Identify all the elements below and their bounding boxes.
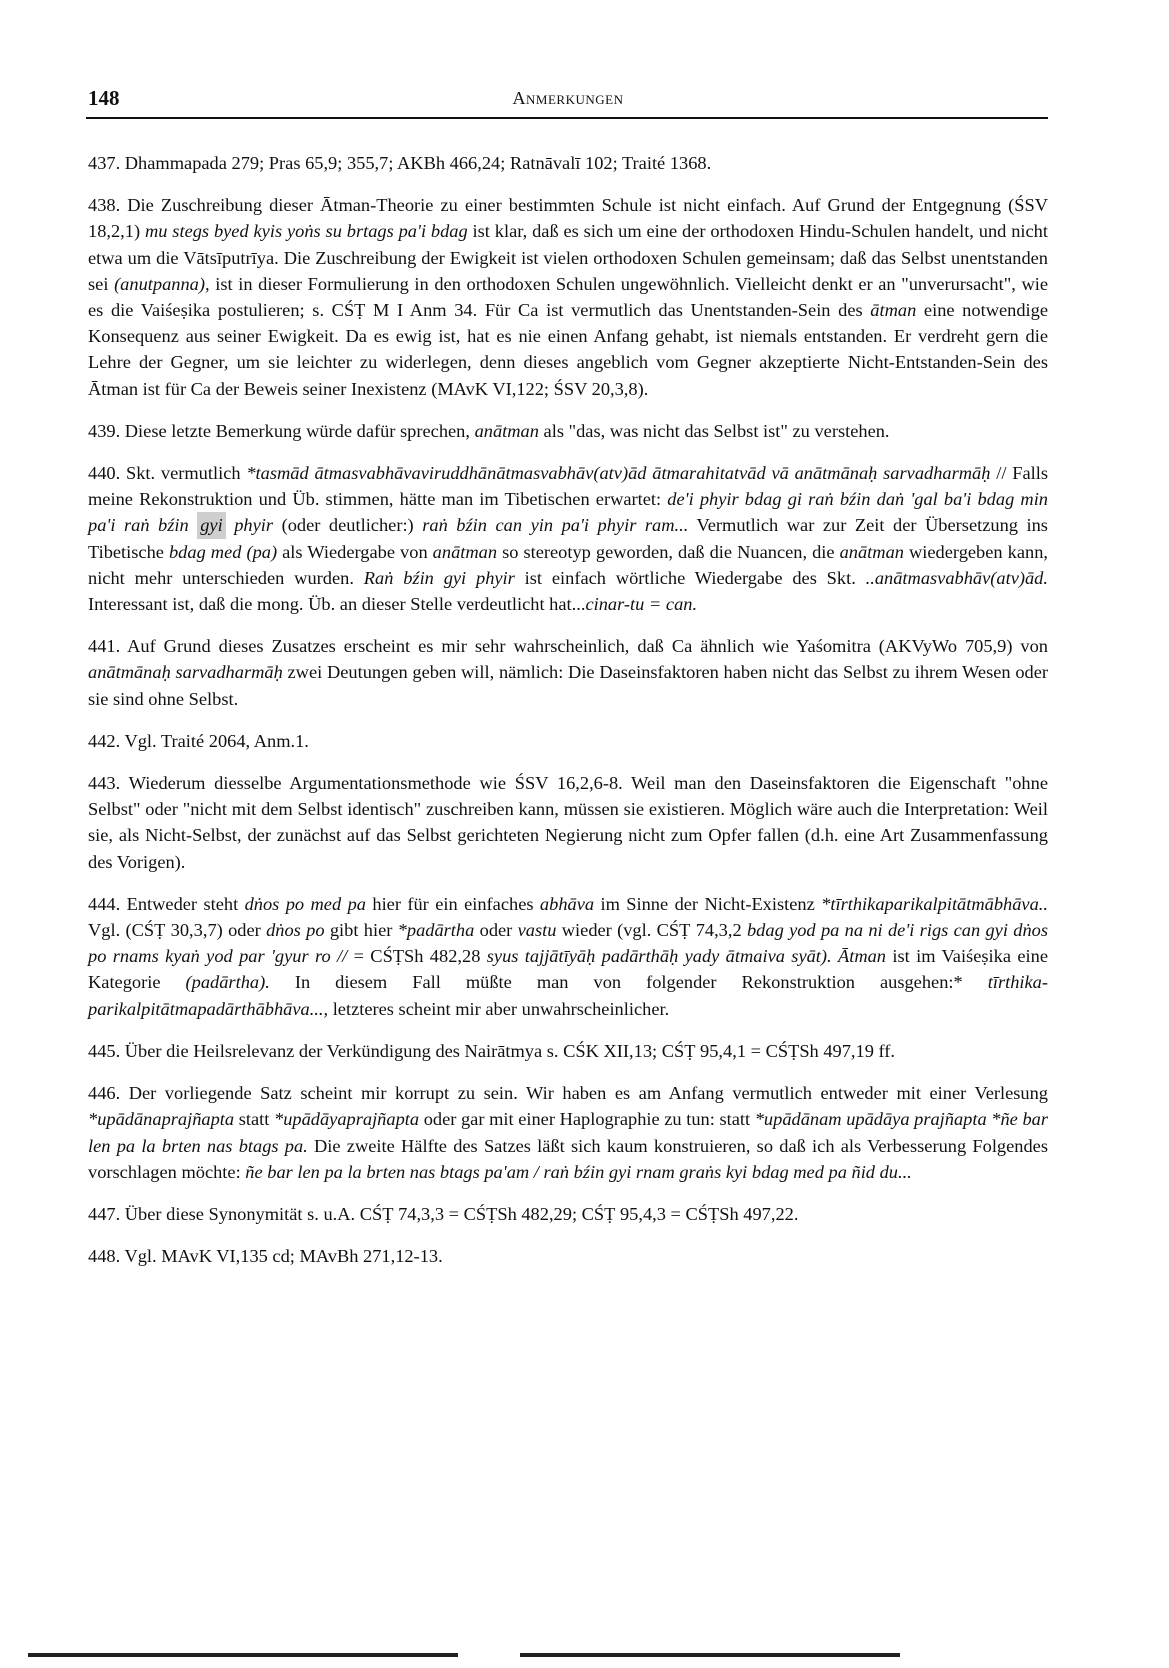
italic-term: tīrthika-parikalpitātmapadārthābhāva..., [88,972,1048,1019]
italic-term: phyir [234,515,274,536]
note-text: 440. Skt. vermutlich [88,463,247,484]
note-text: 441. Auf Grund dieses Zusatzes erscheint es mir sehr wahrscheinlich, daß Ca ähnlich wie Yaśomitra (AKVyWo 705,9) von [88,636,1048,657]
italic-term: vastu [517,920,557,941]
italic-term: ñe bar len pa la brten nas btags pa'am / raṅ bźin gyi rnam graṅs kyi bdag med pa ñid du... [245,1161,912,1182]
italic-term: syus tajjātīyāḥ padārthāḥ yady ātmaiva syāt). Ātman [486,946,887,967]
note-text: 437. Dhammapada 279; Pras 65,9; 355,7; AKBh 466,24; Ratnāvalī 102; Traité 1368. [88,153,712,173]
scan-artifact-left [28,1653,458,1657]
footnote [88,1038,1048,1064]
note-text: Vgl. (CŚṬ 30,3,7) oder [88,920,267,941]
footnote [88,418,1048,444]
footnote [88,633,1048,712]
italic-term: bdag yod pa na ni de'i rigs can gyi dṅos po rnams kyaṅ yod par 'gyur ro // [88,920,1049,967]
italic-term: dṅos po med pa [244,893,366,914]
note-text: zwei Deutungen geben will, nämlich: Die Daseinsfaktoren haben nicht das Selbst zu ihrem Wesen oder sie sind ohne Selbst. [88,662,1048,709]
header-rule [86,117,1048,119]
note-text [226,515,235,535]
note-text: wieder (vgl. CŚṬ 74,3,2 [556,920,747,941]
note-text: so stereotyp geworden, daß die Nuancen, die [497,541,840,562]
italic-term: anātman [432,541,498,562]
notes-list [88,150,1048,1285]
note-text: ist im Vaiśeṣika eine Kategorie [88,946,1048,993]
italic-term: de'i phyir bdag gi raṅ bźin daṅ 'gal ba'i bdag min pa'i raṅ bźin [88,489,1048,536]
note-text: statt [234,1109,274,1130]
note-text: wiedergeben kann, nicht mehr unterschieden wurden. [88,541,1048,588]
note-text: In diesem Fall müßte man von folgender Rekonstruktion ausgehen:* [269,972,988,993]
italic-term: *tīrthikaparikalpitātmābhāva.. [821,893,1048,914]
footnote [88,891,1048,1022]
note-text: letzteres scheint mir aber unwahrscheinlicher. [328,998,670,1019]
running-head: Anmerkungen [512,88,624,108]
note-text: 444. Entweder steht [88,893,245,914]
italic-term: (anutpanna), [114,273,210,294]
note-text: ist in dieser Formulierung in den orthodoxen Schulen ungewöhnlich. Vielleicht denkt er an "unverursacht", wie es die Vaiśeṣika postulieren; s. CŚṬ M I Anm 34. Für Ca ist vermutlich das Unentstanden-Sein des [88,273,1048,321]
scan-artifact-right [520,1653,900,1657]
italic-term: *upādāyaprajñapta [274,1109,420,1130]
footnote [88,150,1048,176]
italic-term: bdag med (pa) [168,541,278,562]
note-text: oder [474,920,518,941]
italic-term: anātman [839,541,904,562]
note-text: hier für ein einfaches [365,893,540,914]
italic-term: *upādānaprajñapta [88,1109,235,1130]
footnote [88,1201,1048,1227]
note-text: // Falls meine Rekonstruktion und Üb. stimmen, hätte man im Tibetischen erwartet: [88,463,1048,510]
note-text: 439. Diese letzte Bemerkung würde dafür sprechen, [88,420,475,441]
note-text: ist einfach wörtliche Wiedergabe des Skt. [514,567,866,588]
note-text: als "das, was nicht das Selbst ist" zu verstehen. [538,420,890,441]
note-text: gibt hier [324,920,398,941]
note-text: (oder deutlicher:) [273,515,423,536]
italic-term: raṅ bźin can yin pa'i phyir ram... [422,515,689,536]
note-text: im Sinne der Nicht-Existenz [594,893,822,914]
italic-term: *tasmād ātmasvabhāvaviruddhānātmasvabhāv(atv)ād ātmarahitatvād vā anātmānaḥ sarvadharmāḥ [246,463,991,484]
note-text: 445. Über die Heilsrelevanz der Verkündigung des Nairātmya s. CŚK XII,13; CŚṬ 95,4,1 = CŚṬSh 497,19 ff. [88,1040,896,1061]
footnote [88,770,1048,875]
italic-term: anātman [474,420,539,441]
italic-term: mu stegs byed kyis yoṅs su brtags pa'i bdag [144,221,468,242]
note-text: 442. Vgl. Traité 2064, Anm.1. [88,730,309,751]
italic-term: abhāva [539,893,595,914]
note-text: oder gar mit einer Haplographie zu tun: statt [419,1109,755,1130]
italic-term: *upādānam upādāya prajñapta *ñe bar len pa la brten nas btags pa. [88,1109,1049,1156]
italic-term: ātman [870,300,917,321]
highlighted-glyph: gyi [197,512,225,538]
footnote [88,728,1048,754]
note-text: Die zweite Hälfte des Satzes läßt sich kaum konstruieren, so daß ich als Verbesserung Folgendes vorschlagen möchte: [88,1135,1048,1182]
note-text: 438. Die Zuschreibung dieser Ātman-Theorie zu einer bestimmten Schule ist nicht einfach. Auf Grund der Entgegnung (ŚSV 18,2,1) [88,195,1048,242]
note-text: 446. Der vorliegende Satz scheint mir korrupt zu sein. Wir haben es am Anfang vermutlich entweder mit einer Verlesung [88,1083,1048,1104]
footnote [88,192,1048,402]
note-text: Vermutlich war zur Zeit der Übersetzung ins Tibetische [88,515,1048,562]
italic-term: Raṅ bźin gyi phyir [363,567,515,588]
note-text: 448. Vgl. MAvK VI,135 cd; MAvBh 271,12-13. [88,1246,443,1267]
italic-term: (padārtha). [185,972,270,993]
italic-term: anātmānaḥ sarvadharmāḥ [88,662,283,683]
footnote [88,1243,1048,1269]
footnote [88,460,1048,617]
note-text: = CŚṬSh 482,28 [347,946,487,967]
page-header [88,86,1048,116]
note-text: 443. Wiederum diesselbe Argumentationsmethode wie ŚSV 16,2,6-8. Weil man den Daseinsfaktoren die Eigenschaft "ohne Selbst" oder "nicht mit dem Selbst identisch" zuschreiben kann, müssen sie existieren. Möglich wäre auch die Interpretation: Weil sie, als Nicht-Selbst, der zunächst auf das Selbst gerichteten Negierung nicht zum Opfer fallen (d.h. eine Art Zusammenfassung des Vorigen). [88,773,1048,872]
italic-term: *padārtha [397,920,475,941]
note-text: ist klar, daß es sich um eine der orthodoxen Hindu-Schulen handelt, und nicht etwa um die Vātsīputrīya. Die Zuschreibung der Ewigkeit ist vielen orthodoxen Schulen gemeinsam; daß das Selbst unentstanden sei [88,221,1048,294]
note-text: 447. Über diese Synonymität s. u.A. CŚṬ 74,3,3 = CŚṬSh 482,29; CŚṬ 95,4,3 = CŚṬSh 497,22. [88,1203,799,1224]
note-text: eine notwendige Konsequenz aus seiner Ewigkeit. Da es ewig ist, hat es nie einen Anfang gehabt, ist niemals entstanden. Er verdreht gern die Lehre der Gegner, um sie leichter zu widerlegen, denn dieses angeblich vom Gegner akzeptierte Nicht-Entstanden-Sein des Ātman ist für Ca der Beweis seiner Inexistenz (MAvK VI,122; ŚSV 20,3,8). [88,300,1048,399]
italic-term: ..anātmasvabhāv(atv)ād. [865,567,1048,588]
footnote [88,1080,1048,1185]
italic-term: cinar-tu = can. [585,594,698,615]
note-text: als Wiedergabe von [277,541,433,562]
note-text [189,515,198,535]
italic-term: dṅos po [266,920,325,941]
page-number: 148 [88,86,120,110]
note-text: Interessant ist, daß die mong. Üb. an dieser Stelle verdeutlicht hat... [88,594,586,615]
